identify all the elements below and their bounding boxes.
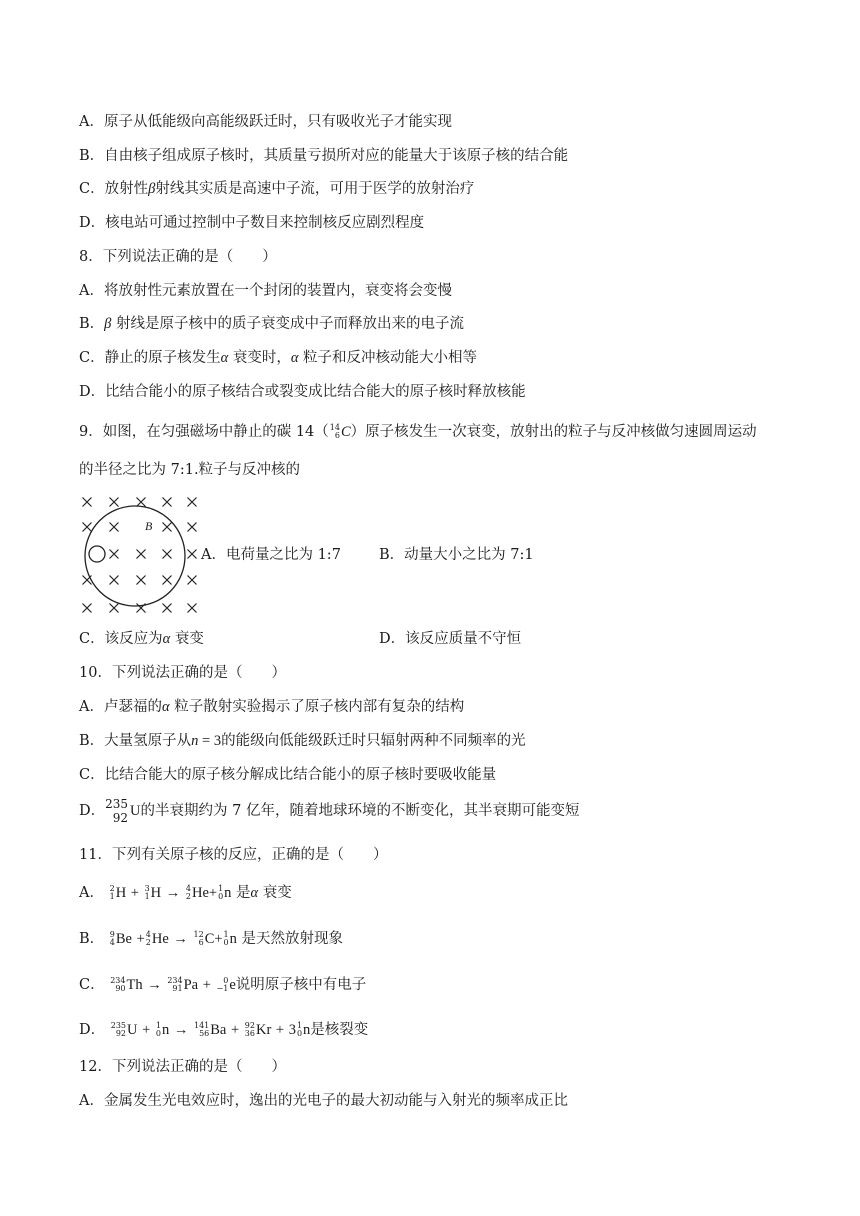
alpha-symbol: α [220, 350, 229, 366]
alpha-symbol: α [162, 631, 171, 647]
mass-number: 1 [296, 1021, 303, 1030]
q7-option-a: A．原子从低能级向高能级跃迁时，只有吸收光子才能实现 [79, 114, 452, 130]
atomic-number: 36 [244, 1029, 255, 1038]
arrow-icon: → [165, 885, 181, 901]
field-cross-mark [137, 576, 146, 585]
coefficient: 3 [288, 1022, 296, 1038]
field-cross-mark [110, 550, 119, 559]
field-cross-mark [188, 604, 197, 613]
field-cross-mark [188, 498, 197, 507]
mass-number: 92 [244, 1021, 255, 1030]
q9-option-a: A．电荷量之比为 1:7 [201, 547, 341, 563]
q11-c-label: C． [79, 977, 105, 993]
element-symbol: n [229, 931, 237, 947]
q8-option-b [79, 314, 820, 334]
nuclide-n [156, 1022, 161, 1038]
element-symbol: Pa [183, 977, 199, 993]
nuclide-he4 [186, 885, 191, 901]
q9-stem-line1 [79, 422, 820, 442]
atomic-number: 90 [115, 984, 126, 993]
alpha-symbol: α [161, 699, 170, 715]
mass-number: 235 [110, 1021, 127, 1030]
atomic-number: 6 [198, 938, 204, 947]
atomic-number: 6 [334, 431, 340, 440]
q11-c-tail: 说明原子核中有电子 [235, 977, 367, 993]
field-cross-mark [163, 498, 172, 507]
atomic-number: 0 [296, 1029, 303, 1038]
element-symbol: He [151, 931, 169, 947]
mass-number: 9 [109, 930, 115, 939]
q9-stem-text: 9．如图，在匀强磁场中静止的碳 14（ [79, 424, 329, 440]
mass-number: 141 [193, 1021, 210, 1030]
q11-option-a [79, 880, 820, 906]
plus-sign: + [202, 977, 211, 993]
nuclide-be9 [110, 931, 115, 947]
atomic-number: 4 [109, 938, 115, 947]
beta-symbol: β [104, 316, 112, 332]
q8-option-c [79, 348, 820, 368]
mass-number: 235 [105, 797, 129, 811]
variable-n: n [191, 733, 199, 749]
mass-number: 234 [167, 976, 183, 985]
q7-option-d: D．核电站可通过控制中子数目来控制核反应剧烈程度 [79, 215, 425, 231]
field-cross-mark [188, 523, 197, 532]
field-cross-mark [83, 523, 92, 532]
element-symbol: Kr [255, 1022, 272, 1038]
uranium235-nuclide [105, 797, 128, 825]
q11-a-tail-post: 衰变 [258, 885, 292, 901]
nuclide-n [297, 1022, 302, 1038]
field-cross-mark [163, 604, 172, 613]
q11-option-c [79, 972, 820, 998]
atomic-number: 1 [109, 892, 115, 901]
magnetic-field-diagram [79, 493, 204, 615]
atomic-number: 1 [144, 892, 150, 901]
atomic-number: 92 [115, 1029, 127, 1038]
element-symbol: e [229, 977, 236, 993]
mass-number: 4 [145, 930, 151, 939]
q11-a-tail-pre: 是 [236, 885, 251, 901]
mass-number: 3 [144, 884, 150, 893]
q7-option-c [79, 179, 820, 199]
q10-option-b [79, 731, 820, 751]
element-symbol: n [303, 1022, 311, 1038]
q12-option-a: A．金属发生光电效应时，逸出的光电子的最大初动能与入射光的频率成正比 [79, 1093, 568, 1109]
q10-d-text: 的半衰期约为 7 亿年，随着地球环境的不断变化，其半衰期可能变短 [140, 803, 580, 819]
q10-b-text-post: 的能级向低能级跃迁时只辐射两种不同频率的光 [221, 733, 526, 749]
nuclide-kr92 [245, 1022, 255, 1038]
atomic-number: 91 [172, 984, 183, 993]
q11-b-tail: 是天然放射现象 [241, 931, 343, 947]
nuclide-c12 [194, 931, 204, 947]
q7-c-text-pre: C．放射性 [79, 181, 149, 197]
q10-a-text-post: 粒子散射实验揭示了原子核内部有复杂的结构 [169, 699, 465, 715]
mass-number: 2 [109, 884, 115, 893]
equals-value: = 3 [198, 733, 222, 749]
q7-c-text-post: 射线其实质是高速中子流，可用于医学的放射治疗 [155, 181, 475, 197]
atomic-number: 2 [185, 892, 191, 901]
q8-stem: 8．下列说法正确的是（ ） [79, 249, 277, 265]
field-cross-mark [110, 523, 119, 532]
arrow-icon: → [173, 1022, 189, 1038]
element-symbol: U [127, 1022, 138, 1038]
element-symbol: n [162, 1022, 170, 1038]
q8-c-text-pre: C．静止的原子核发生 [79, 350, 221, 366]
mass-number: 1 [155, 1021, 162, 1030]
beta-symbol: β [148, 181, 156, 197]
element-symbol: C [340, 424, 351, 440]
element-symbol: H [150, 885, 162, 901]
q10-option-d [79, 796, 820, 826]
q11-a-label: A． [79, 885, 104, 901]
q11-d-tail: 是核裂变 [310, 1022, 369, 1038]
q9-option-d: D．该反应质量不守恒 [379, 631, 522, 647]
q10-stem: 10．下列说法正确的是（ ） [79, 665, 286, 681]
q10-d-label: D． [79, 803, 106, 819]
q11-b-label: B． [79, 931, 105, 947]
plus-sign: + [208, 885, 218, 901]
q10-option-a [79, 697, 820, 717]
plus-sign: + [130, 885, 139, 901]
q9-c-text-post: 衰变 [170, 631, 204, 647]
arrow-icon: → [147, 977, 162, 993]
field-cross-mark [83, 498, 92, 507]
element-symbol: Be [115, 931, 132, 947]
q10-b-text-pre: B．大量氢原子从 [79, 733, 192, 749]
field-label-b: B [145, 519, 153, 533]
element-symbol: He [191, 885, 209, 901]
q11-option-d [79, 1017, 820, 1043]
q8-option-a: A．将放射性元素放置在一个封闭的装置内，衰变将会变慢 [79, 283, 452, 299]
nuclide-electron [217, 977, 229, 993]
q10-option-c: C．比结合能大的原子核分解成比结合能小的原子核时要吸收能量 [79, 767, 497, 783]
field-cross-mark [110, 498, 119, 507]
nuclide-h3 [145, 885, 150, 901]
q10-a-text-pre: A．卢瑟福的 [79, 699, 162, 715]
nuclide-n [224, 931, 229, 947]
arrow-icon: → [173, 931, 188, 947]
nuclide-n [218, 885, 223, 901]
field-cross-mark [188, 550, 197, 559]
field-cross-mark [163, 523, 172, 532]
q7-option-b: B．自由核子组成原子核时，其质量亏损所对应的能量大于该原子核的结合能 [79, 148, 569, 164]
carbon14-nuclide [330, 424, 340, 440]
nuclide-h2 [110, 885, 115, 901]
atomic-number: 92 [112, 811, 129, 825]
field-cross-mark [163, 550, 172, 559]
q12-stem: 12．下列说法正确的是（ ） [79, 1059, 286, 1075]
q9-option-c [79, 629, 204, 649]
element-symbol: C [204, 931, 215, 947]
plus-sign: + [214, 931, 223, 947]
atomic-number: 56 [199, 1029, 210, 1038]
nuclide-th234 [110, 977, 125, 993]
q8-c-text-mid: 衰变时， [228, 350, 291, 366]
mass-number: 234 [110, 976, 126, 985]
element-symbol: Ba [210, 1022, 227, 1038]
q11-stem: 11．下列有关原子核的反应，正确的是（ ） [79, 847, 388, 863]
q8-b-label: B． [79, 316, 105, 332]
element-symbol: n [224, 885, 232, 901]
field-cross-mark [137, 550, 146, 559]
q8-b-text: 射线是原子核中的质子衰变成中子而释放出来的电子流 [111, 316, 464, 332]
atomic-number: 0 [218, 892, 224, 901]
q11-d-label: D． [79, 1022, 106, 1038]
field-cross-mark [83, 604, 92, 613]
plus-sign: + [136, 931, 145, 947]
q8-option-d: D．比结合能小的原子核结合或裂变成比结合能大的原子核时释放核能 [79, 384, 526, 400]
plus-sign: + [275, 1022, 285, 1038]
field-cross-mark [137, 498, 146, 507]
q8-c-text-post: 粒子和反冲核动能大小相等 [298, 350, 478, 366]
mass-number: 12 [193, 930, 204, 939]
atomic-number: −1 [216, 984, 229, 993]
q9-c-text-pre: C．该反应为 [79, 631, 163, 647]
mass-number: 14 [329, 423, 340, 432]
atomic-number: 2 [145, 938, 151, 947]
nuclide-u235 [111, 1022, 126, 1038]
nuclide-pa234 [167, 977, 182, 993]
plus-sign: + [142, 1022, 151, 1038]
nuclide-ba141 [194, 1022, 209, 1038]
q9-stem-line2: 的半径之比为 7:1.粒子与反冲核的 [79, 462, 301, 478]
mass-number: 1 [218, 884, 224, 893]
q9-stem-text-post: ）原子核发生一次衰变，放射出的粒子与反冲核做匀速圆周运动 [350, 424, 757, 440]
alpha-symbol: α [250, 885, 259, 901]
field-cross-mark [110, 576, 119, 585]
small-orbit-circle [89, 546, 105, 562]
atomic-number: 0 [223, 938, 229, 947]
element-symbol: Th [126, 977, 143, 993]
field-cross-mark [110, 604, 119, 613]
element-symbol: U [130, 803, 141, 819]
field-cross-mark [188, 576, 197, 585]
q9-option-b: B．动量大小之比为 7:1 [379, 547, 534, 563]
alpha-symbol: α [290, 350, 299, 366]
nuclide-he4 [146, 931, 151, 947]
field-cross-mark [163, 576, 172, 585]
element-symbol: H [115, 885, 127, 901]
q11-option-b [79, 926, 820, 952]
mass-number: 1 [223, 930, 229, 939]
mass-number: 0 [223, 976, 229, 985]
plus-sign: + [230, 1022, 240, 1038]
mass-number: 4 [185, 884, 191, 893]
atomic-number: 0 [155, 1029, 162, 1038]
